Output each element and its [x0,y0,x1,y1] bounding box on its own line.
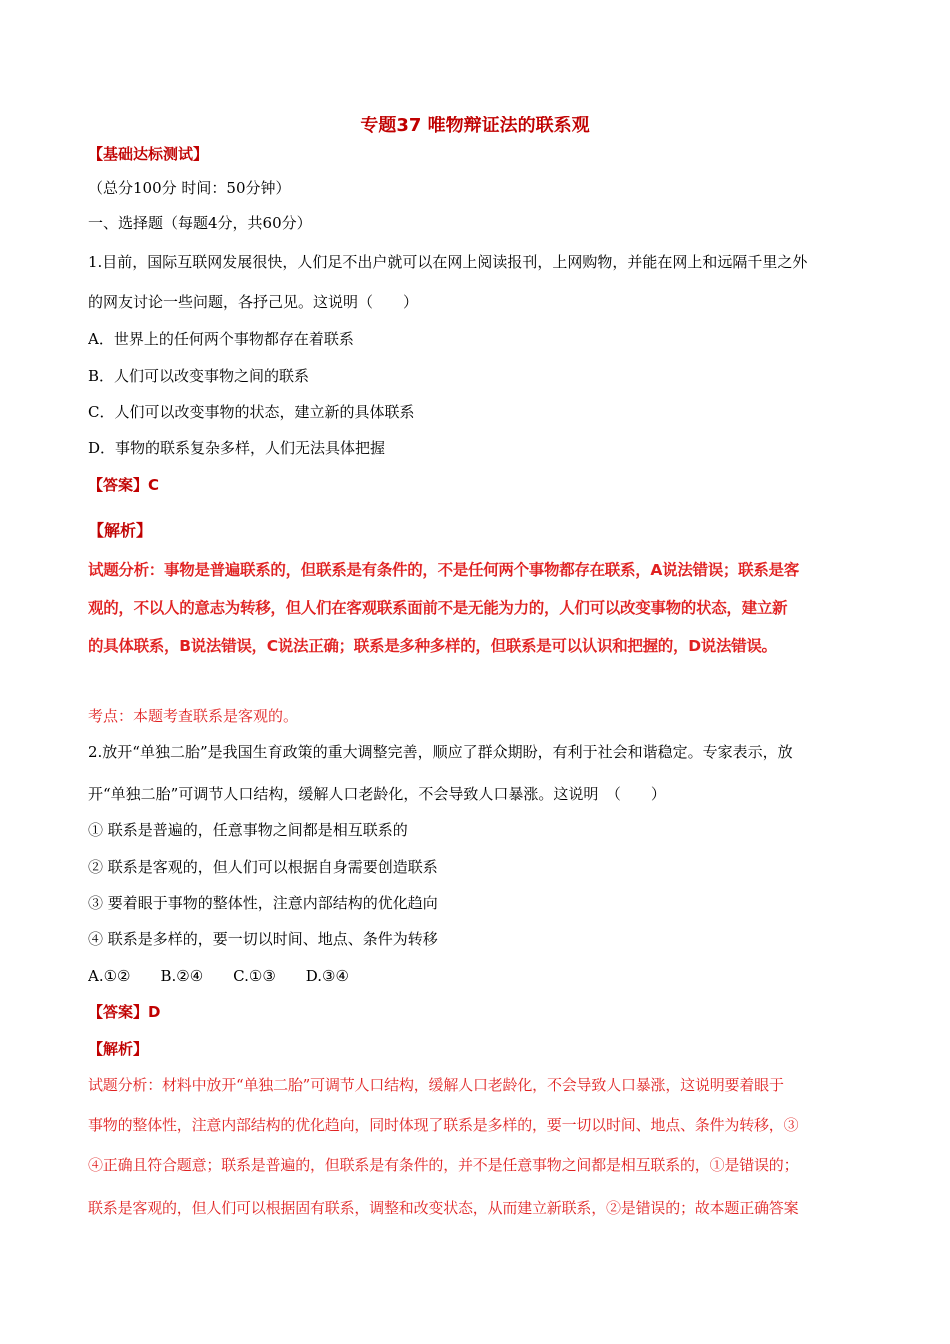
q1-option-b: B．人们可以改变事物之间的联系 [88,367,310,385]
q1-stem-line-1: 1.目前，国际互联网发展很快，人们足不出户就可以在网上阅读报刊，上网购物，并能在网上和远隔千里之外 [88,253,808,271]
q1-option-c: C．人们可以改变事物的状态，建立新的具体联系 [88,403,415,421]
q2-item-1: ① 联系是普遍的，任意事物之间都是相互联系的 [88,821,408,839]
page-title: 专题37 唯物辩证法的联系观 [360,116,590,136]
q1-option-d: D．事物的联系复杂多样，人们无法具体把握 [88,439,386,457]
q2-analysis-line-2: 事物的整体性，注意内部结构的优化趋向，同时体现了联系是多样的，要一切以时间、地点、条件为转移，③ [88,1116,799,1134]
exam-meta: （总分100分 时间：50分钟） [88,179,291,197]
q1-analysis-line-3: 的具体联系，B说法错误，C说法正确；联系是多种多样的，但联系是可以认识和把握的，D说法错误。 [88,637,777,655]
q1-option-a: A．世界上的任何两个事物都存在着联系 [88,330,354,348]
q2-analysis-line-4: 联系是客观的，但人们可以根据固有联系，调整和改变状态，从而建立新联系，②是错误的；故本题正确答案 [88,1199,799,1217]
q2-item-2: ② 联系是客观的，但人们可以根据自身需要创造联系 [88,858,438,876]
q2-answer: 【答案】D [88,1003,161,1021]
q2-stem-line-2: 开“单独二胎”可调节人口结构，缓解人口老龄化，不会导致人口暴涨。这说明 （ ） [88,785,666,803]
q2-analysis-line-3: ④正确且符合题意；联系是普遍的，但联系是有条件的，并不是任意事物之间都是相互联系的，①是错误的； [88,1156,799,1174]
q1-analysis-line-2: 观的，不以人的意志为转移，但人们在客观联系面前不是无能为力的，人们可以改变事物的状态，建立新 [88,599,788,617]
q1-stem-line-2: 的网友讨论一些问题，各抒己见。这说明（ ） [88,293,419,311]
section-label: 【基础达标测试】 [88,145,209,163]
q1-analysis-label: 【解析】 [88,521,153,540]
q2-item-4: ④ 联系是多样的，要一切以时间、地点、条件为转移 [88,930,438,948]
q2-analysis-label: 【解析】 [88,1040,149,1058]
q2-choices: A.①② B.②④ C.①③ D.③④ [88,967,349,985]
q1-analysis-line-1: 试题分析：事物是普遍联系的，但联系是有条件的，不是任何两个事物都存在联系，A说法错误；联系是客 [88,561,799,579]
q2-stem-line-1: 2.放开“单独二胎”是我国生育政策的重大调整完善，顺应了群众期盼，有利于社会和谐稳定。专家表示，放 [88,743,793,761]
q2-analysis-line-1: 试题分析：材料中放开“单独二胎”可调节人口结构，缓解人口老龄化，不会导致人口暴涨，这说明要着眼于 [88,1076,784,1094]
q2-item-3: ③ 要着眼于事物的整体性，注意内部结构的优化趋向 [88,894,438,912]
q1-answer: 【答案】C [88,476,160,494]
q1-kaodian: 考点：本题考查联系是客观的。 [88,707,299,725]
part-heading: 一、选择题（每题4分，共60分） [88,214,312,232]
